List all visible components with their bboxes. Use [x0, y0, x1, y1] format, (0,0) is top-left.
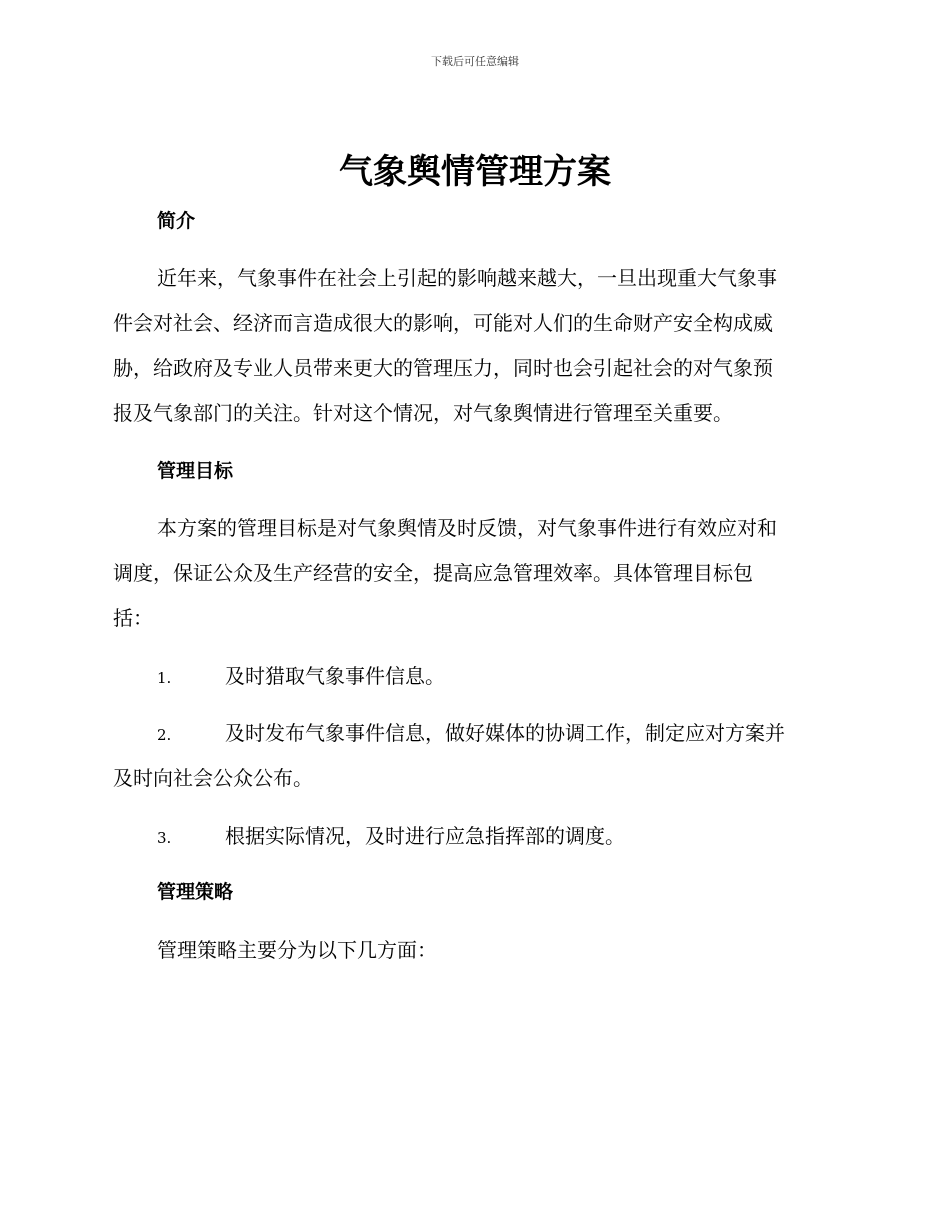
list-item-text: 根据实际情况，及时进行应急指挥部的调度。	[225, 824, 625, 848]
paragraph-line: 近年来，气象事件在社会上引起的影响越来越大，一旦出现重大气象事	[157, 266, 777, 290]
list-item-text: 及时发布气象事件信息，做好媒体的协调工作，制定应对方案并	[225, 721, 785, 745]
paragraph-line: 件会对社会、经济而言造成很大的影响，可能对人们的生命财产安全构成威	[113, 311, 773, 335]
heading-strategy: 管理策略	[157, 881, 234, 903]
paragraph-line: 调度，保证公众及生产经营的安全，提高应急管理效率。具体管理目标包	[113, 561, 753, 585]
list-item-text: 及时猎取气象事件信息。	[225, 664, 445, 688]
list-number: 2.	[157, 726, 172, 744]
list-item-3	[113, 821, 835, 866]
paragraph-line: 本方案的管理目标是对气象舆情及时反馈，对气象事件进行有效应对和	[157, 516, 777, 540]
heading-goals: 管理目标	[157, 460, 234, 482]
list-item-2	[113, 718, 835, 808]
document-title: 气象舆情管理方案	[339, 152, 611, 192]
paragraph-intro	[113, 263, 835, 443]
heading-intro: 简介	[157, 210, 196, 232]
list-item-1	[113, 661, 835, 706]
header-note: 下载后可任意编辑	[431, 55, 519, 68]
paragraph-goals	[113, 513, 835, 648]
list-item-text-continued: 及时向社会公众公布。	[113, 766, 313, 790]
paragraph-line: 管理策略主要分为以下几方面：	[157, 938, 437, 962]
paragraph-line: 报及气象部门的关注。针对这个情况，对气象舆情进行管理至关重要。	[113, 401, 733, 425]
paragraph-line: 胁，给政府及专业人员带来更大的管理压力，同时也会引起社会的对气象预	[113, 356, 773, 380]
list-number: 3.	[157, 829, 172, 847]
paragraph-strategy	[113, 935, 835, 980]
list-number: 1.	[157, 669, 172, 687]
paragraph-line: 括：	[113, 606, 153, 630]
